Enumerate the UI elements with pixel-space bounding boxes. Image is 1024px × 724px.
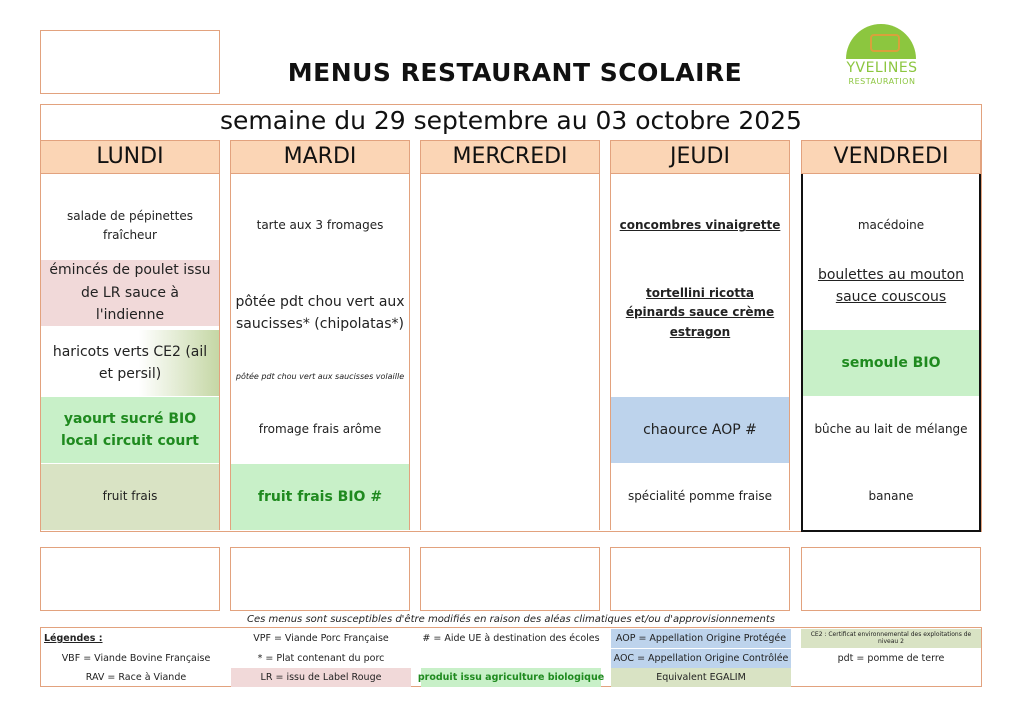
menu-item-lundi-dessert: fruit frais (41, 464, 219, 530)
legend-pdt: pdt = pomme de terre (837, 653, 945, 664)
legend-star: * = Plat contenant du porc (257, 653, 385, 664)
menu-item-jeudi-entree: concombres vinaigrette (619, 218, 781, 233)
column-mercredi (420, 140, 600, 530)
lower-box-mardi (230, 547, 410, 611)
menu-item-vendredi-accompagnement: semoule BIO (803, 330, 979, 396)
legend-title: Légendes : (44, 633, 103, 644)
legend-ce2: CE2 : Certificat environnemental des exploitations de niveau 2 (801, 629, 981, 648)
legend-rav: RAV = Race à Viande (85, 672, 187, 683)
disclaimer-note: Ces menus sont susceptibles d'être modifiés en raison des aléas climatiques et/ou d'approvisionnements (246, 614, 776, 625)
lower-box-jeudi (610, 547, 790, 611)
blank-header-box (40, 30, 220, 94)
logo-text-yvelines: YVELINES (846, 60, 918, 76)
day-header-jeudi: JEUDI (610, 140, 790, 174)
legend-vpf: VPF = Viande Porc Française (253, 633, 389, 644)
lower-box-vendredi (801, 547, 981, 611)
logo-sun-icon (846, 24, 916, 59)
menu-item-jeudi-dessert: spécialité pomme fraise (627, 489, 773, 504)
day-header-mardi: MARDI (230, 140, 410, 174)
yvelines-restauration-logo (832, 22, 932, 92)
legend-vbf: VBF = Viande Bovine Française (61, 653, 211, 664)
menu-item-lundi-accompagnement: haricots verts CE2 (ail et persil) (41, 330, 219, 396)
page-title: MENUS RESTAURANT SCOLAIRE (287, 58, 743, 87)
menu-item-lundi-entree: salade de pépinettes fraîcheur (67, 208, 193, 242)
menu-item-vendredi-laitage: bûche au lait de mélange (814, 422, 968, 437)
lower-box-mercredi (420, 547, 600, 611)
menu-item-mardi-dessert: fruit frais BIO # (231, 464, 409, 530)
legend-box (40, 627, 982, 687)
menu-item-jeudi-fromage: chaource AOP # (611, 397, 789, 463)
legend-lr: LR = issu de Label Rouge (231, 668, 411, 687)
day-header-vendredi: VENDREDI (801, 140, 981, 174)
legend-egalim: Equivalent EGALIM (611, 668, 791, 687)
menu-item-mardi-entree: tarte aux 3 fromages (256, 218, 384, 233)
menu-item-mardi-plat-alternatif: pôtée pdt chou vert aux saucisses volaille (235, 371, 405, 381)
legend-hash: # = Aide UE à destination des écoles (422, 633, 600, 644)
logo-text-restauration: RESTAURATION (848, 77, 916, 86)
menu-item-mardi-laitage: fromage frais arôme (258, 422, 382, 437)
menu-item-lundi-plat: émincés de poulet issu de LR sauce à l'indienne (41, 260, 219, 326)
legend-aop: AOP = Appellation Origine Protégée (611, 629, 791, 648)
menu-item-mardi-plat: pôtée pdt chou vert aux saucisses* (chipolatas*) (235, 293, 405, 332)
menu-item-lundi-laitage: yaourt sucré BIO local circuit court (41, 397, 219, 463)
week-range: semaine du 29 septembre au 03 octobre 2025 (220, 106, 802, 135)
legend-bio: produit issu agriculture biologique (421, 668, 601, 687)
lower-box-lundi (40, 547, 220, 611)
menu-item-vendredi-plat: boulettes au mouton sauce couscous (817, 266, 965, 305)
menu-item-vendredi-dessert: banane (868, 489, 914, 504)
legend-aoc: AOC = Appellation Origine Contrôlée (611, 649, 791, 668)
day-header-mercredi: MERCREDI (420, 140, 600, 174)
menu-item-jeudi-plat: tortellini ricotta épinards sauce crème estragon (625, 286, 775, 339)
day-header-lundi: LUNDI (40, 140, 220, 174)
menu-item-vendredi-entree: macédoine (857, 218, 925, 233)
